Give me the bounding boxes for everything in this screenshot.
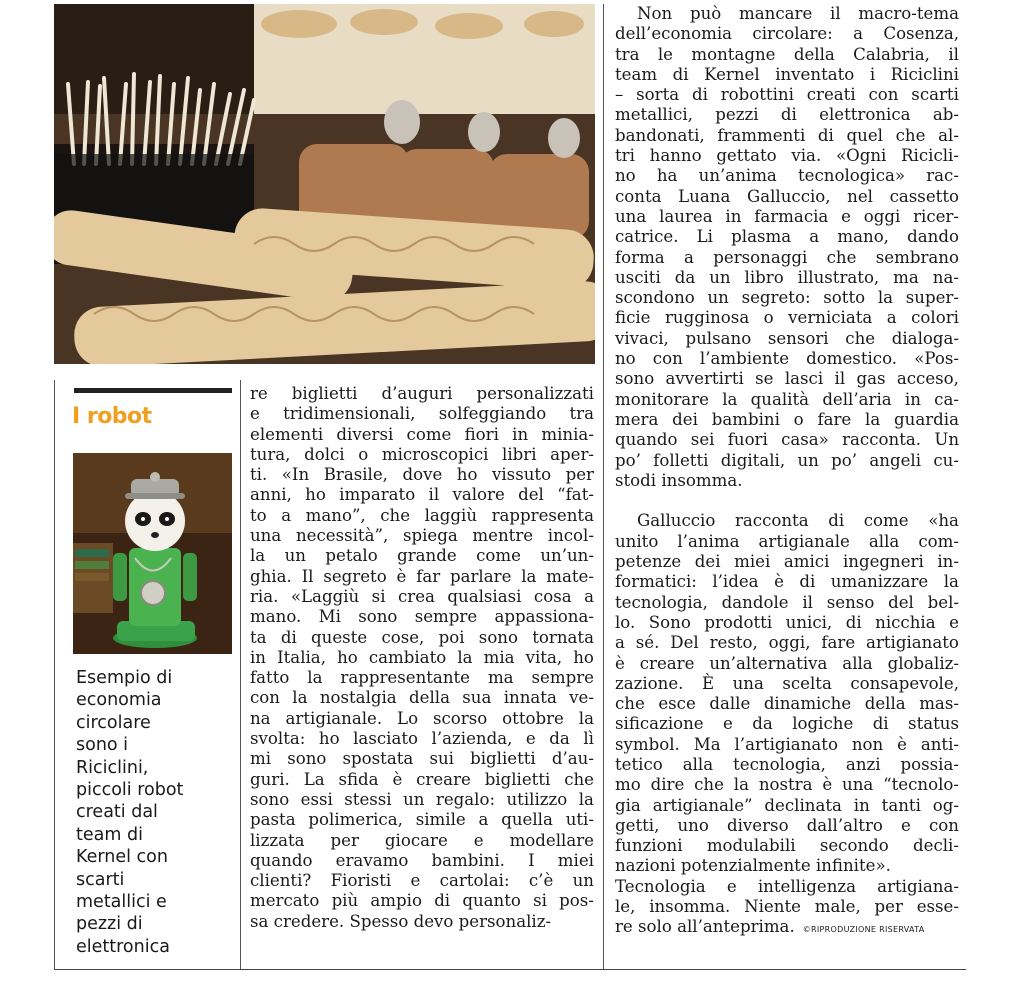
article-text-line: to a mano”, che laggiù rappresenta: [250, 505, 594, 525]
article-text-line: è creare un’alternativa alla globaliz-: [615, 653, 959, 673]
article-text-line: stodi insomma.: [615, 470, 743, 490]
article-text-line: team di Kernel inventato i Riciclini: [615, 64, 959, 84]
article-text-line: a sé. Del resto, oggi, fare artigianato: [615, 633, 959, 653]
article-text-line: scondono un segreto: sotto la super-: [615, 288, 959, 308]
photo-caption: [76, 667, 226, 958]
article-photo: [54, 4, 595, 364]
article-text-line: petenze dei miei amici ingegneri in-: [615, 552, 959, 572]
article-text-line: tecnologia, dandole il senso del bel-: [615, 592, 959, 612]
article-text-line: usciti da un libro illustrato, ma na-: [615, 267, 959, 287]
article-text-line: che esce dalle dinamiche della mas-: [615, 694, 959, 714]
article-text-line: mercato più ampio di quanto si pos-: [250, 891, 594, 911]
article-text-line: getti, uno diverso dall’altro e con: [615, 815, 959, 835]
article-text-line: in Italia, ho cambiato la mia vita, ho: [250, 647, 594, 667]
article-text-line: fatto la rappresentante ma sempre: [250, 668, 594, 688]
article-text-line: tura, dolci o microscopici libri aper-: [250, 444, 594, 464]
article-text-line: na artigianale. Lo scorso ottobre la: [250, 708, 594, 728]
article-text-line: sono avvertirti se lasci il gas acceso,: [615, 369, 959, 389]
article-text-line: unito l’anima artigianale alla com-: [615, 531, 959, 551]
article-text-line: le, insomma. Niente male, per esse-: [615, 897, 959, 917]
caption-line: creati dal: [76, 802, 158, 823]
article-text-line: mera dei bambini o fare la guardia: [615, 409, 959, 429]
article-text-line: quando eravamo bambini. I miei: [250, 850, 594, 870]
copyright-notice: ©RIPRODUZIONE RISERVATA: [802, 925, 925, 935]
article-text-line: Galluccio racconta di come «ha: [637, 511, 959, 531]
article-text-line: e tridimensionali, solfeggiando tra: [250, 404, 594, 424]
article-text-line: re solo all’anteprima. ©RIPRODUZIONE RISERVATA: [615, 917, 925, 937]
caption-line: pezzi di: [76, 914, 143, 935]
column-rule: [54, 380, 55, 969]
article-text-line: vivaci, pulsano sensori che dialoga-: [615, 328, 959, 348]
article-text-line: la un petalo grande come un’un-: [250, 546, 594, 566]
bottom-rule: [54, 969, 966, 970]
article-text-line: metallici, pezzi di elettronica ab-: [615, 105, 959, 125]
article-text-line: anni, ho imparato il valore del “fat-: [250, 485, 594, 505]
article-text-line: funzioni modulabili secondo decli-: [615, 836, 959, 856]
article-text-line: mi sono spostata sui biglietti d’au-: [250, 749, 594, 769]
article-text-line: una laurea in farmacia e oggi ricer-: [615, 206, 959, 226]
article-text-line: svolta: ho lasciato l’azienda, e da lì: [250, 729, 594, 749]
article-text-line: Tecnologia e intelligenza artigiana-: [615, 876, 959, 896]
article-text-line: bandonati, frammenti di quel che al-: [615, 125, 959, 145]
article-text-line: elementi diversi come fiori in minia-: [250, 424, 594, 444]
article-text-line: zazione. È una scelta consapevole,: [615, 673, 959, 693]
article-text-line: tri hanno gettato via. «Ogni Ricicli-: [615, 146, 959, 166]
article-text-line: lo. Sono prodotti unici, di nicchia e: [615, 612, 959, 632]
article-text-line: nazioni potenzialmente infinite».: [615, 856, 891, 876]
caption-line: economia: [76, 690, 162, 711]
robot-photo: [73, 453, 232, 654]
article-text-line: sa credere. Spesso devo personaliz-: [250, 911, 552, 931]
article-text-line: mano. Mi sono sempre appassiona-: [250, 607, 594, 627]
article-text-line: mo dire che la nostra è una “tecnolo-: [615, 775, 959, 795]
caption-line: Kernel con: [76, 847, 168, 868]
article-text-line: sificazione e da logiche di status: [615, 714, 959, 734]
article-text-line: re biglietti d’auguri personalizzati: [250, 384, 594, 403]
article-column-right: [615, 4, 959, 938]
article-text-line: sono essi stessi un regalo: utilizzo la: [250, 789, 594, 809]
article-text-line: ficie rugginosa o verniciata a colori: [615, 308, 959, 328]
article-text-line: lizzata per giocare e modellare: [250, 830, 594, 850]
sidebar-title: I robot: [72, 404, 152, 429]
article-text-line: monitorare la qualità dell’aria in ca-: [615, 389, 959, 409]
article-text-line: no con l’ambiente domestico. «Pos-: [615, 349, 959, 369]
article-text-line: conta Luana Galluccio, nel cassetto: [615, 186, 959, 206]
article-text-line: gia artigianale” declinata in tanti og-: [615, 795, 959, 815]
article-text-line: po’ folletti digitali, un po’ angeli cu-: [615, 450, 959, 470]
article-text-line: no ha un’anima tecnologica» rac-: [615, 166, 959, 186]
column-rule: [240, 380, 241, 969]
caption-line: piccoli robot: [76, 780, 184, 801]
caption-line: metallici e: [76, 892, 167, 913]
column-rule: [603, 4, 604, 969]
article-text-line: con la nostalgia della sua innata ve-: [250, 688, 594, 708]
article-text-line: tetico alla tecnologia, anzi possia-: [615, 754, 959, 774]
article-text-line: [615, 491, 959, 511]
article-text-line: catrice. Li plasma a mano, dando: [615, 227, 959, 247]
article-text-line: ti. «In Brasile, dove ho vissuto per: [250, 465, 594, 485]
article-text-line: ria. «Laggiù si crea qualsiasi cosa a: [250, 586, 594, 606]
sidebar-accent-bar: [74, 388, 232, 393]
article-text-line: ghia. Il segreto è far parlare la mate-: [250, 566, 594, 586]
article-text-line: guri. La sfida è creare biglietti che: [250, 769, 594, 789]
article-column-middle: [250, 384, 594, 932]
caption-line: elettronica: [76, 936, 170, 957]
caption-line: sono i: [76, 735, 129, 756]
article-text-line: dell’economia circolare: a Cosenza,: [615, 24, 959, 44]
caption-line: circolare: [76, 712, 151, 733]
article-text-line: una necessità”, spiega mentre incol-: [250, 526, 594, 546]
article-text-line: – sorta di robottini creati con scarti: [615, 85, 959, 105]
article-text-line: forma a personaggi che sembrano: [615, 247, 959, 267]
caption-line: scarti: [76, 869, 125, 890]
article-text-line: quando sei fuori casa» racconta. Un: [615, 430, 959, 450]
article-text-line: pasta polimerica, simile a quella uti-: [250, 810, 594, 830]
article-text-line: formatici: l’idea è di umanizzare la: [615, 572, 959, 592]
article-text-line: Non può mancare il macro-tema: [637, 4, 959, 23]
article-text-line: tra le montagne della Calabria, il: [615, 44, 959, 64]
article-text-line: symbol. Ma l’artigianato non è anti-: [615, 734, 959, 754]
article-text-line: ta di queste cose, poi sono tornata: [250, 627, 594, 647]
caption-line: Riciclini,: [76, 757, 149, 778]
caption-line: Esempio di: [76, 668, 173, 688]
caption-line: team di: [76, 824, 143, 845]
article-text-line: clienti? Fioristi e cartolai: c’è un: [250, 871, 594, 891]
